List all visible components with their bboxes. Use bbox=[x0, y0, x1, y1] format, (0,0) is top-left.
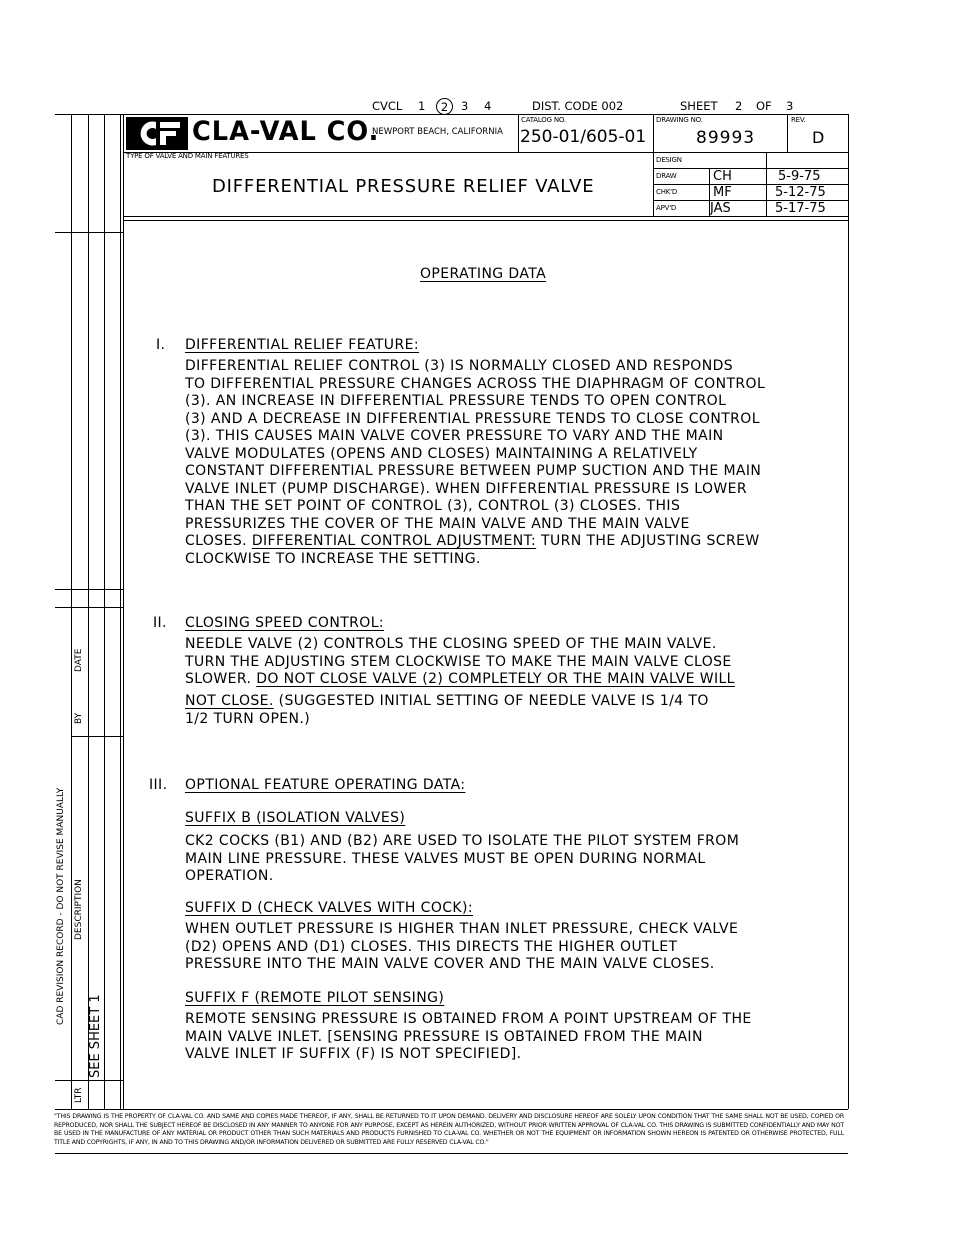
section-2-line: NEEDLE VALVE (2) CONTROLS THE CLOSING SPEED OF THE MAIN VALVE. bbox=[185, 636, 717, 652]
not-close-warning: NOT CLOSE. bbox=[185, 693, 274, 709]
differential-control-adjustment: DIFFERENTIAL CONTROL ADJUSTMENT: bbox=[251, 533, 537, 549]
suffix-f-title: SUFFIX F (REMOTE PILOT SENSING) bbox=[185, 990, 445, 1006]
cvcl-number-circled: 2 bbox=[436, 98, 453, 115]
company-location: NEWPORT BEACH, CALIFORNIA bbox=[372, 127, 503, 137]
catalog-number: 250-01/605-01 bbox=[520, 127, 647, 147]
suffix-f-line: MAIN VALVE INLET. [SENSING PRESSURE IS OBTAINED FROM THE MAIN bbox=[185, 1028, 703, 1045]
section-1-line: CONSTANT DIFFERENTIAL PRESSURE BETWEEN PUMP SUCTION AND THE MAIN bbox=[185, 463, 762, 479]
drawing-number: 89993 bbox=[696, 128, 756, 148]
description-label: DESCRIPTION bbox=[74, 879, 84, 940]
date-label: DATE bbox=[74, 648, 84, 672]
section-1-title: DIFFERENTIAL RELIEF FEATURE: bbox=[185, 337, 419, 353]
section-2-title: CLOSING SPEED CONTROL: bbox=[185, 615, 385, 631]
property-disclaimer: "THIS DRAWING IS THE PROPERTY OF CLA-VAL CO. AND SAME AND COPIES MADE THEREOF, IF ANY, SHALL BE RETURNED TO IT UPON DEMAND. DELIVERY AND DISCLOSURE HEREOF ARE SOLELY UPON CONDITION THAT THE SAME SHALL NOT BE USED, COPIED OR REPRODUCED, NOR SHALL THE SUBJECT HEREOF BE DISCLOSED IN ANY MANNER TO ANYONE FOR ANY PURPOSE, EXCEPT AS HEREIN AUTHORIZED, WITHOUT PRIOR WRITTEN APPROVAL OF CLA-VAL CO. THIS DRAWING IS SUBMITTED CONFIDENTIALLY AND MAY NOT BE USED IN THE MANUFACTURE OF ANY MATERIAL OR PRODUCT OTHER THAN SUCH MATERIALS AND PRODUCTS FURNISHED TO CLA-VAL CO. WHETHER OR NOT THE EQUIPMENT OR INFORMATION SHOWN HEREON IS PATENTED OR OTHERWISE PROTECTED, FULL TITLE AND COPYRIGHTS, IF ANY, IN AND TO THIS DRAWING AND/OR INFORMATION DELIVERED OR SUBMITTED ARE FULLY RESERVED CLA-VAL CO." bbox=[54, 1113, 844, 1146]
valve-title: DIFFERENTIAL PRESSURE RELIEF VALVE bbox=[212, 176, 595, 197]
suffix-d-line: WHEN OUTLET PRESSURE IS HIGHER THAN INLET PRESSURE, CHECK VALVE bbox=[185, 921, 739, 937]
frame-right-line bbox=[848, 114, 849, 1109]
chkd-date: 5-12-75 bbox=[775, 185, 826, 200]
section-1-line: (3). AN INCREASE IN DIFFERENTIAL PRESSURE TENDS TO OPEN CONTROL bbox=[185, 393, 727, 409]
title-block-line bbox=[123, 216, 848, 217]
title-block-line bbox=[653, 114, 654, 217]
section-2-suggest-line bbox=[185, 693, 709, 709]
rev-label: REV. bbox=[791, 116, 806, 124]
section-1-line: TO DIFFERENTIAL PRESSURE CHANGES ACROSS THE DIAPHRAGM OF CONTROL bbox=[185, 375, 766, 392]
suffix-b-line: CK2 COCKS (B1) AND (B2) ARE USED TO ISOLATE THE PILOT SYSTEM FROM bbox=[185, 833, 740, 849]
section-1-line: VALVE INLET (PUMP DISCHARGE). WHEN DIFFERENTIAL PRESSURE IS LOWER bbox=[185, 480, 748, 497]
apvd-label: APV'D bbox=[656, 204, 677, 212]
rev-strip-hline bbox=[55, 232, 123, 233]
frame-bottom-line bbox=[55, 1109, 848, 1110]
section-1-line: PRESSURIZES THE COVER OF THE MAIN VALVE AND THE MAIN VALVE bbox=[185, 515, 690, 532]
section-2-warning-line bbox=[185, 671, 735, 687]
content-top-line bbox=[123, 220, 848, 221]
section-2-suggest-text: (SUGGESTED INITIAL SETTING OF NEEDLE VALVE IS 1/4 TO bbox=[273, 693, 709, 709]
rev-strip-line-5 bbox=[123, 114, 124, 1109]
cvcl-number-4: 4 bbox=[484, 99, 492, 113]
draw-date: 5-9-75 bbox=[778, 169, 821, 184]
see-sheet-note: SEE SHEET 1 bbox=[88, 994, 103, 1078]
claval-logo bbox=[126, 117, 188, 150]
section-2-line: 1/2 TURN OPEN.) bbox=[185, 711, 311, 727]
suffix-f-line: REMOTE SENSING PRESSURE IS OBTAINED FROM A POINT UPSTREAM OF THE bbox=[185, 1011, 752, 1027]
suffix-f-line: VALVE INLET IF SUFFIX (F) IS NOT SPECIFIED]. bbox=[185, 1046, 522, 1062]
rev-strip-line-1 bbox=[71, 114, 72, 1109]
by-label: BY bbox=[74, 712, 84, 724]
cvcl-label: CVCL bbox=[372, 99, 403, 113]
cvcl-number-1: 1 bbox=[418, 99, 426, 113]
suffix-d-line: (D2) OPENS AND (D1) CLOSES. THIS DIRECTS THE HIGHER OUTLET bbox=[185, 938, 678, 955]
section-1-adjustment-line bbox=[185, 533, 760, 549]
suffix-b-title: SUFFIX B (ISOLATION VALVES) bbox=[185, 810, 406, 826]
chkd-label: CHK'D bbox=[656, 188, 678, 196]
sheet-of: OF bbox=[756, 99, 772, 113]
draw-initials: CH bbox=[713, 169, 732, 184]
frame-top-line bbox=[55, 114, 848, 115]
section-2-line: TURN THE ADJUSTING STEM CLOCKWISE TO MAKE THE MAIN VALVE CLOSE bbox=[185, 653, 732, 670]
draw-label: DRAW bbox=[656, 172, 677, 180]
suffix-b-line: MAIN LINE PRESSURE. THESE VALVES MUST BE OPEN DURING NORMAL bbox=[185, 850, 706, 867]
suffix-b-line: OPERATION. bbox=[185, 868, 274, 884]
section-1-line: (3) AND A DECREASE IN DIFFERENTIAL PRESSURE TENDS TO CLOSE CONTROL bbox=[185, 410, 760, 427]
design-label: DESIGN bbox=[656, 156, 682, 164]
rev-strip-hline bbox=[71, 736, 123, 737]
disclaimer-bottom-line bbox=[55, 1153, 848, 1154]
cad-record-note: CAD REVISION RECORD - DO NOT REVISE MANUALLY bbox=[56, 787, 66, 1025]
section-1-line-post: TURN THE ADJUSTING SCREW bbox=[536, 533, 760, 549]
sheet-label: SHEET bbox=[680, 99, 718, 113]
section-1-line-pre: CLOSES. bbox=[185, 533, 252, 549]
operating-data-heading: OPERATING DATA bbox=[420, 266, 547, 282]
section-1-line: DIFFERENTIAL RELIEF CONTROL (3) IS NORMALLY CLOSED AND RESPONDS bbox=[185, 358, 734, 374]
section-3-number: III. bbox=[149, 777, 168, 793]
sheet-total: 3 bbox=[786, 99, 794, 113]
rev-strip-line-2 bbox=[88, 114, 89, 1109]
chkd-initials: MF bbox=[713, 185, 732, 200]
suffix-d-title: SUFFIX D (CHECK VALVES WITH COCK): bbox=[185, 900, 473, 916]
section-1-line: VALVE MODULATES (OPENS AND CLOSES) MAINTAINING A RELATIVELY bbox=[185, 445, 698, 462]
do-not-close-warning: DO NOT CLOSE VALVE (2) COMPLETELY OR THE MAIN VALVE WILL bbox=[256, 671, 735, 687]
cvcl-number-3: 3 bbox=[461, 99, 469, 113]
catalog-label: CATALOG NO. bbox=[521, 116, 566, 124]
title-block-line bbox=[518, 114, 519, 152]
rev-strip-hline bbox=[55, 607, 123, 608]
dist-code: DIST. CODE 002 bbox=[532, 99, 624, 113]
sheet-number: 2 bbox=[735, 99, 743, 113]
apvd-initials: JAS bbox=[710, 201, 731, 216]
apvd-date: 5-17-75 bbox=[775, 201, 826, 216]
section-1-line: THAN THE SET POINT OF CONTROL (3), CONTROL (3) CLOSES. THIS bbox=[185, 498, 681, 514]
company-name: CLA-VAL CO. bbox=[192, 116, 380, 147]
section-1-number: I. bbox=[156, 337, 166, 353]
drawing-label: DRAWING NO. bbox=[656, 116, 703, 124]
section-2-number: II. bbox=[153, 615, 167, 631]
rev-strip-line-4 bbox=[120, 114, 121, 1109]
section-1-line: (3). THIS CAUSES MAIN VALVE COVER PRESSURE TO VARY AND THE MAIN bbox=[185, 428, 724, 444]
title-block-line bbox=[787, 114, 788, 152]
ltr-label: LTR bbox=[74, 1087, 84, 1103]
section-1-final-line: CLOCKWISE TO INCREASE THE SETTING. bbox=[185, 550, 481, 567]
type-label: TYPE OF VALVE AND MAIN FEATURES bbox=[126, 152, 249, 160]
rev-value: D bbox=[812, 128, 825, 147]
rev-strip-line-3 bbox=[104, 114, 105, 1109]
section-3-title: OPTIONAL FEATURE OPERATING DATA: bbox=[185, 777, 466, 793]
rev-strip-hline bbox=[55, 1080, 123, 1081]
rev-strip-hline bbox=[55, 589, 123, 590]
suffix-d-line: PRESSURE INTO THE MAIN VALVE COVER AND THE MAIN VALVE CLOSES. bbox=[185, 956, 715, 972]
section-2-line-pre: SLOWER. bbox=[185, 671, 257, 687]
